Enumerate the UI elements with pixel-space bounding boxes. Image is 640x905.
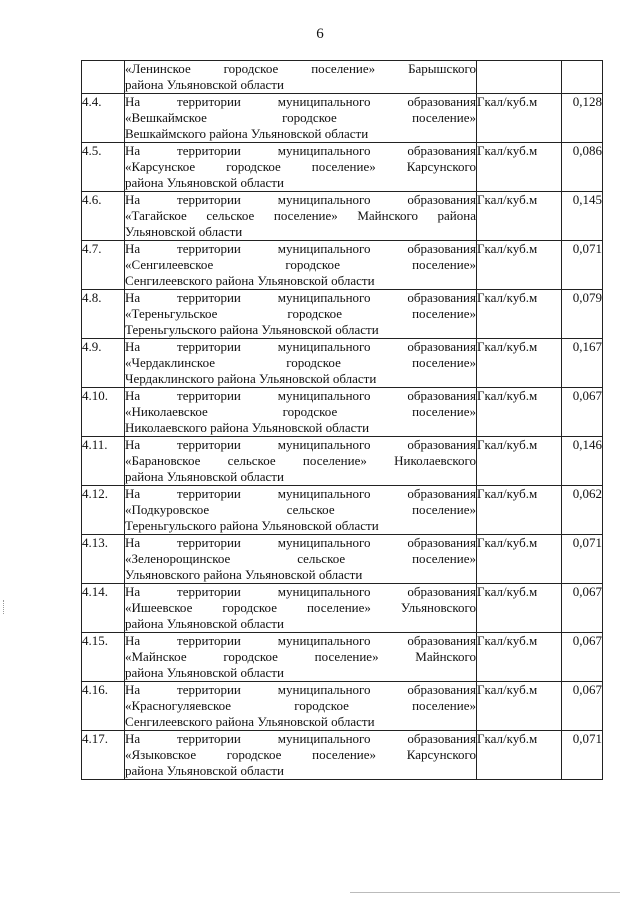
description-line: На территории муниципального образования xyxy=(125,437,476,452)
table-row xyxy=(82,339,603,388)
row-description xyxy=(125,61,477,94)
description-line: На территории муниципального образования xyxy=(125,143,476,158)
row-number: 4.9. xyxy=(82,339,125,388)
row-number: 4.6. xyxy=(82,192,125,241)
row-unit: Гкал/куб.м xyxy=(477,290,562,339)
row-description xyxy=(125,633,477,682)
row-unit: Гкал/куб.м xyxy=(477,437,562,486)
row-unit: Гкал/куб.м xyxy=(477,535,562,584)
description-line: Чердаклинского района Ульяновской области xyxy=(125,371,377,386)
row-description xyxy=(125,241,477,290)
description-line: На территории муниципального образования xyxy=(125,535,476,550)
description-line: На территории муниципального образования xyxy=(125,290,476,305)
description-line: «Ишеевское городское поселение» Ульяновского xyxy=(125,600,476,615)
description-line: На территории муниципального образования xyxy=(125,682,476,697)
row-number: 4.13. xyxy=(82,535,125,584)
table-row xyxy=(82,388,603,437)
table-row xyxy=(82,633,603,682)
description-line: «Чердаклинское городское поселение» xyxy=(125,355,476,370)
description-line: «Вешкаймское городское поселение» xyxy=(125,110,476,125)
row-value: 0,146 xyxy=(562,437,603,486)
row-value: 0,167 xyxy=(562,339,603,388)
table-row xyxy=(82,584,603,633)
description-line: «Ленинское городское поселение» Барышского xyxy=(125,61,476,76)
row-number: 4.11. xyxy=(82,437,125,486)
description-line: Вешкаймского района Ульяновской области xyxy=(125,126,369,141)
row-number: 4.4. xyxy=(82,94,125,143)
description-line: района Ульяновской области xyxy=(125,175,284,190)
row-value: 0,062 xyxy=(562,486,603,535)
table-row xyxy=(82,94,603,143)
table-row xyxy=(82,731,603,780)
table-row xyxy=(82,192,603,241)
row-number: 4.5. xyxy=(82,143,125,192)
row-description xyxy=(125,486,477,535)
description-line: «Сенгилеевское городское поселение» xyxy=(125,257,476,272)
description-line: Тереньгульского района Ульяновской области xyxy=(125,518,379,533)
table-row xyxy=(82,682,603,731)
description-line: «Тереньгульское городское поселение» xyxy=(125,306,476,321)
row-unit: Гкал/куб.м xyxy=(477,486,562,535)
description-line: района Ульяновской области xyxy=(125,77,284,92)
row-unit: Гкал/куб.м xyxy=(477,143,562,192)
description-line: «Николаевское городское поселение» xyxy=(125,404,476,419)
row-value: 0,071 xyxy=(562,241,603,290)
description-line: На территории муниципального образования xyxy=(125,584,476,599)
row-unit: Гкал/куб.м xyxy=(477,584,562,633)
tariff-table xyxy=(81,60,603,780)
row-description xyxy=(125,388,477,437)
description-line: «Карсунское городское поселение» Карсунского xyxy=(125,159,476,174)
row-description xyxy=(125,290,477,339)
description-line: района Ульяновской области xyxy=(125,763,284,778)
row-number: 4.16. xyxy=(82,682,125,731)
row-value: 0,086 xyxy=(562,143,603,192)
description-line: На территории муниципального образования xyxy=(125,388,476,403)
description-line: района Ульяновской области xyxy=(125,665,284,680)
description-line: района Ульяновской области xyxy=(125,616,284,631)
description-line: «Майнское городское поселение» Майнского xyxy=(125,649,476,664)
row-value: 0,071 xyxy=(562,731,603,780)
row-value: 0,067 xyxy=(562,388,603,437)
row-unit xyxy=(477,61,562,94)
row-value: 0,145 xyxy=(562,192,603,241)
row-number: 4.8. xyxy=(82,290,125,339)
row-description xyxy=(125,339,477,388)
description-line: Николаевского района Ульяновской области xyxy=(125,420,370,435)
row-description xyxy=(125,584,477,633)
description-line: Ульяновского района Ульяновской области xyxy=(125,567,363,582)
description-line: Ульяновской области xyxy=(125,224,243,239)
description-line: Сенгилеевского района Ульяновской области xyxy=(125,273,375,288)
row-description xyxy=(125,94,477,143)
description-line: На территории муниципального образования xyxy=(125,731,476,746)
table-row xyxy=(82,143,603,192)
description-line: «Красногуляевское городское поселение» xyxy=(125,698,476,713)
page-number: 6 xyxy=(316,26,324,42)
table-body xyxy=(82,61,603,780)
row-number: 4.15. xyxy=(82,633,125,682)
description-line: На территории муниципального образования xyxy=(125,241,476,256)
row-value xyxy=(562,61,603,94)
row-number: 4.14. xyxy=(82,584,125,633)
description-line: На территории муниципального образования xyxy=(125,486,476,501)
row-value: 0,067 xyxy=(562,682,603,731)
row-number: 4.10. xyxy=(82,388,125,437)
description-line: «Барановское сельское поселение» Николаевского xyxy=(125,453,476,468)
description-line: «Языковское городское поселение» Карсунского xyxy=(125,747,476,762)
row-unit: Гкал/куб.м xyxy=(477,94,562,143)
description-line: Сенгилеевского района Ульяновской области xyxy=(125,714,375,729)
description-line: На территории муниципального образования xyxy=(125,339,476,354)
row-unit: Гкал/куб.м xyxy=(477,339,562,388)
scan-margin-mark xyxy=(3,600,6,614)
row-number: 4.17. xyxy=(82,731,125,780)
table-row xyxy=(82,437,603,486)
row-unit: Гкал/куб.м xyxy=(477,633,562,682)
row-description xyxy=(125,437,477,486)
row-description xyxy=(125,192,477,241)
table-row xyxy=(82,241,603,290)
description-line: района Ульяновской области xyxy=(125,469,284,484)
row-unit: Гкал/куб.м xyxy=(477,241,562,290)
description-line: «Тагайское сельское поселение» Майнского района xyxy=(125,208,476,223)
row-value: 0,079 xyxy=(562,290,603,339)
row-unit: Гкал/куб.м xyxy=(477,731,562,780)
footer-rule xyxy=(350,892,620,893)
row-description xyxy=(125,535,477,584)
description-line: Тереньгульского района Ульяновской области xyxy=(125,322,379,337)
row-value: 0,067 xyxy=(562,584,603,633)
table-row xyxy=(82,486,603,535)
row-description xyxy=(125,682,477,731)
row-value: 0,071 xyxy=(562,535,603,584)
description-line: На территории муниципального образования xyxy=(125,192,476,207)
row-value: 0,128 xyxy=(562,94,603,143)
description-line: «Зеленорощинское сельское поселение» xyxy=(125,551,476,566)
row-number: 4.7. xyxy=(82,241,125,290)
table-row xyxy=(82,61,603,94)
row-unit: Гкал/куб.м xyxy=(477,192,562,241)
description-line: На территории муниципального образования xyxy=(125,94,476,109)
row-number xyxy=(82,61,125,94)
row-description xyxy=(125,143,477,192)
table-row xyxy=(82,535,603,584)
row-value: 0,067 xyxy=(562,633,603,682)
row-unit: Гкал/куб.м xyxy=(477,682,562,731)
row-unit: Гкал/куб.м xyxy=(477,388,562,437)
description-line: На территории муниципального образования xyxy=(125,633,476,648)
description-line: «Подкуровское сельское поселение» xyxy=(125,502,476,517)
table-row xyxy=(82,290,603,339)
row-number: 4.12. xyxy=(82,486,125,535)
row-description xyxy=(125,731,477,780)
